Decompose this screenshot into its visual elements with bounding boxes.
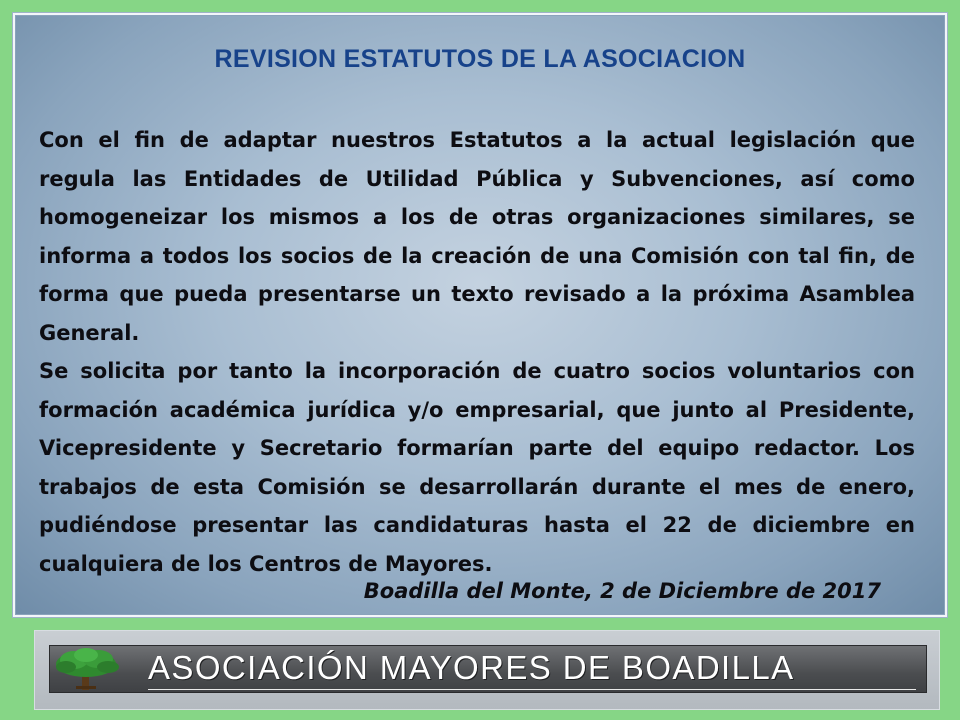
paragraph-1: Con el fin de adaptar nuestros Estatutos a la actual legislación que regula las Entidades de Utilidad Pública y Subvenciones, así como homogeneizar los mismos a los de otras organizaciones similares, se informa a todos los socios de la creación de una Comisión con tal fin, de forma que pueda presentarse un texto revisado a la próxima Asamblea General. (39, 128, 915, 345)
content-panel (13, 13, 947, 617)
association-name: ASOCIACIÓN MAYORES DE BOADILLA (148, 649, 795, 686)
footer-banner (49, 645, 927, 693)
signature-date: Boadilla del Monte, 2 de Diciembre de 2017 (363, 579, 881, 603)
banner-underline (148, 689, 916, 690)
paragraph-2: Se solicita por tanto la incorporación de cuatro socios voluntarios con formación académica jurídica y/o empresarial, que junto al Presidente, Vicepresidente y Secretario formarían parte del equipo redactor. Los trabajos de esta Comisión se desarrollarán durante el mes de enero, pudiéndose presentar las candidaturas hasta el 22 de diciembre en cualquiera de los Centros de Mayores. (39, 359, 915, 576)
tree-icon (52, 646, 122, 692)
page-title: REVISION ESTATUTOS DE LA ASOCIACION (214, 45, 746, 73)
announcement-body (39, 121, 915, 583)
footer-banner-frame (34, 630, 940, 710)
